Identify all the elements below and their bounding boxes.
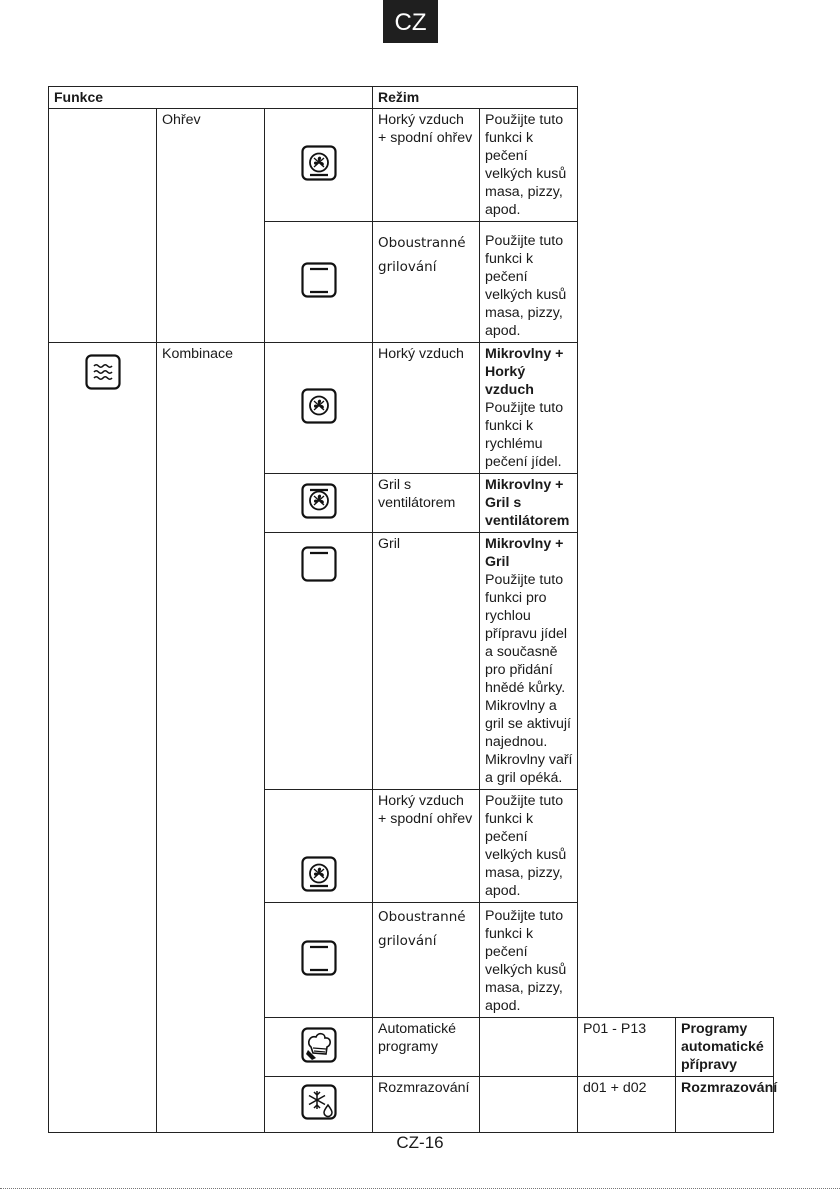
- mode-label: Oboustranné grilování: [373, 222, 480, 343]
- mode-description: Použijte tuto funkci k pečení velkých kusů masa, pizzy, apod.: [480, 903, 578, 1018]
- double-grill-icon: [300, 261, 338, 299]
- mode-description: Použijte tuto funkci k pečení velkých kusů masa, pizzy, apod.: [480, 222, 578, 343]
- language-tab: CZ: [383, 0, 438, 43]
- header-funkce: Funkce: [49, 87, 373, 109]
- table-row: [49, 109, 774, 222]
- page-number: CZ-16: [396, 1133, 444, 1152]
- mode-label: Gril s ventilátorem: [373, 474, 480, 533]
- mode-label: Oboustranné grilování: [373, 903, 480, 1018]
- table-header-row: [49, 87, 774, 109]
- mode-description: Použijte tuto funkci pro rychlou přípravu jídel a současně pro přidání hnědé kůrky. Mikrovlny a gril se aktivují najednou. Mikrovlny vaří a gril opéká.: [485, 572, 573, 786]
- defrost-icon: [300, 1083, 338, 1121]
- mode-label: Horký vzduch + spodní ohřev: [373, 109, 480, 222]
- convection-icon: [300, 387, 338, 425]
- double-grill-icon: [300, 939, 338, 977]
- mode-label: Horký vzduch + spodní ohřev: [373, 790, 480, 903]
- mode-title: Programy automatické přípravy: [681, 1021, 764, 1073]
- mode-label: P01 - P13: [578, 1018, 676, 1077]
- mode-description: Použijte tuto funkci k pečení velkých kusů masa, pizzy, apod.: [480, 790, 578, 903]
- mode-label: Gril: [373, 533, 480, 790]
- function-label: Kombinace: [157, 343, 265, 1133]
- mode-title: Mikrovlny + Horký vzduch: [485, 346, 564, 398]
- microwave-waves-icon: [84, 353, 122, 391]
- functions-table: [48, 86, 778, 1133]
- grill-with-fan-icon: [300, 482, 338, 520]
- function-label: Ohřev: [157, 109, 265, 343]
- mode-description: Použijte tuto funkci k rychlému pečení jídel.: [485, 400, 564, 470]
- chef-hat-icon: [300, 1026, 338, 1064]
- mode-label: d01 + d02: [578, 1077, 676, 1133]
- mode-description: Použijte tuto funkci k pečení velkých kusů masa, pizzy, apod.: [480, 109, 578, 222]
- header-rezim: Režim: [373, 87, 578, 109]
- mode-label: Horký vzduch: [373, 343, 480, 474]
- function-label: Automatické programy: [373, 1018, 480, 1077]
- convection-bottom-heat-icon: [300, 144, 338, 182]
- mode-title: Rozmrazování: [681, 1080, 778, 1096]
- table-row: [49, 343, 774, 474]
- mode-title: Mikrovlny + Gril s ventilátorem: [485, 477, 570, 529]
- function-icon-cell-empty: [49, 109, 157, 343]
- function-label: Rozmrazování: [373, 1077, 480, 1133]
- mode-title: Mikrovlny + Gril: [485, 536, 564, 570]
- convection-bottom-heat-icon: [300, 855, 338, 893]
- bottom-divider: [0, 1188, 840, 1189]
- grill-icon: [300, 545, 338, 583]
